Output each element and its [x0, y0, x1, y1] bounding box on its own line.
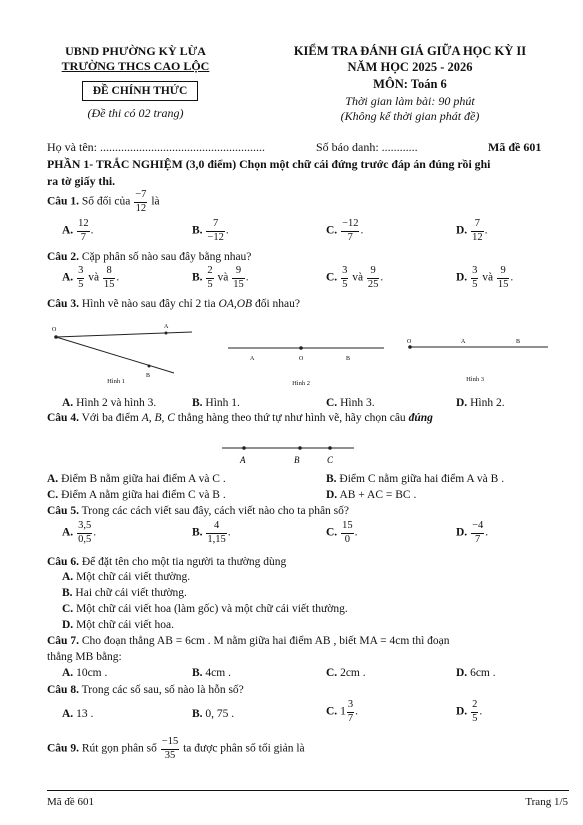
- q2-option-d[interactable]: D. $\frac{3}{5}$ và $\frac{9}{15}$ .: [456, 265, 514, 290]
- q2-option-c[interactable]: C. $\frac{3}{5}$ và $\frac{9}{25}$ .: [326, 265, 384, 290]
- school-authority: UBND PHƯỜNG KỲ LỪA: [65, 44, 206, 58]
- question-1: [47, 190, 160, 214]
- option-text: 10cm .: [76, 667, 108, 679]
- denominator: 5: [472, 278, 478, 290]
- numerator: 3: [77, 266, 84, 279]
- denominator: 5: [78, 278, 84, 290]
- question-text: Trong các số sau, số nào là hỗn số?: [81, 684, 244, 696]
- figure-2: [226, 338, 386, 368]
- q1-option-a[interactable]: A. $\frac{12}{7}$ .: [62, 218, 94, 243]
- denominator: 35: [164, 749, 176, 761]
- q8-option-a[interactable]: A. 13 .: [62, 708, 94, 720]
- q7-option-a[interactable]: A. 10cm .: [62, 667, 108, 679]
- figure-q4-line: [218, 438, 358, 468]
- and-word: và: [217, 271, 229, 284]
- and-word: và: [482, 271, 494, 284]
- figure-2-caption: Hình 2: [292, 380, 310, 387]
- question-8: [47, 684, 244, 696]
- q5-option-d[interactable]: D. $\frac{-4}{7}$ .: [456, 520, 489, 545]
- question-number: Câu 8.: [47, 684, 79, 696]
- svg-text:O: O: [407, 339, 412, 345]
- numerator: 3: [341, 266, 348, 279]
- svg-text:O: O: [52, 327, 57, 333]
- denominator: 7: [80, 231, 86, 243]
- exam-title: KIỂM TRA ĐÁNH GIÁ GIỮA HỌC KỲ II: [293, 44, 527, 58]
- duration: Thời gian làm bài: 90 phút: [345, 94, 475, 108]
- numerator: 7: [471, 219, 484, 232]
- q3-option-a[interactable]: A. Hình 2 và hình 3.: [62, 397, 157, 409]
- numerator: 4: [206, 521, 226, 534]
- svg-text:A: A: [164, 324, 169, 330]
- option-text: Hình 2 và hình 3.: [76, 397, 157, 409]
- denominator: 5: [342, 278, 348, 290]
- svg-text:C: C: [327, 455, 334, 465]
- option-text: Điểm A nằm giữa hai điểm C và B .: [61, 489, 226, 501]
- option-text: Một chữ cái viết thường.: [76, 571, 191, 583]
- denominator: 5: [207, 278, 213, 290]
- denominator: 0: [344, 533, 350, 545]
- numerator: −7: [134, 190, 147, 203]
- pages-note: (Đề thi có 02 trang): [87, 106, 184, 120]
- candidate-number-field: Số báo danh: ............: [316, 140, 418, 154]
- denominator: 7: [475, 533, 481, 545]
- numerator: 7: [206, 219, 224, 232]
- denominator: 15: [233, 278, 244, 290]
- denominator: 15: [103, 278, 115, 290]
- and-word: và: [88, 271, 100, 284]
- subject: MÔN: Toán 6: [373, 77, 447, 91]
- denominator: −12: [207, 231, 224, 243]
- numerator: −15: [161, 737, 179, 750]
- denominator: 7: [347, 712, 354, 724]
- q5-option-a[interactable]: A. $\frac{3,5}{0,5}$ .: [62, 520, 97, 545]
- question-3: [47, 298, 300, 310]
- numerator: 15: [341, 521, 354, 534]
- q6-option-c[interactable]: C. Một chữ cái viết hoa (làm gốc) và một chữ cái viết thường.: [62, 603, 348, 615]
- q4-option-a[interactable]: A. Điểm B nằm giữa hai điểm A và C .: [47, 473, 226, 485]
- fraction: [161, 737, 179, 761]
- question-number: Câu 9.: [47, 742, 79, 755]
- q5-option-b[interactable]: B. $\frac{4}{1,15}$ .: [192, 520, 231, 545]
- svg-text:B: B: [346, 356, 351, 362]
- denominator: 7: [347, 231, 353, 243]
- question-text: Cặp phân số nào sau đây bằng nhau?: [81, 251, 252, 263]
- question-4: [47, 412, 433, 424]
- question-text-end: đối nhau?: [254, 298, 300, 310]
- q8-option-b[interactable]: B. 0, 75 .: [192, 708, 235, 720]
- q1-option-d[interactable]: D. $\frac{7}{12}$ .: [456, 218, 488, 243]
- numerator: 8: [103, 266, 116, 279]
- option-text: Điểm C nằm giữa hai điểm A và B .: [339, 473, 505, 485]
- denominator: 1,15: [207, 533, 226, 545]
- question-number: Câu 2.: [47, 251, 79, 263]
- exam-code: Mã đề 601: [488, 140, 542, 154]
- option-text: 6cm .: [470, 667, 496, 679]
- denominator: 12: [135, 202, 147, 214]
- svg-text:B: B: [146, 373, 151, 378]
- emphasis-word: đúng: [408, 412, 433, 424]
- q3-option-c[interactable]: C. Hình 3.: [326, 397, 375, 409]
- question-number: Câu 6.: [47, 556, 79, 568]
- numerator: 3: [471, 266, 478, 279]
- svg-text:A: A: [240, 455, 246, 465]
- q1-option-b[interactable]: B. $\frac{7}{-12}$ .: [192, 218, 229, 243]
- duration-note: (Không kể thời gian phát đề): [340, 109, 480, 123]
- q6-option-d[interactable]: D. Một chữ cái viết hoa.: [62, 619, 174, 631]
- q5-option-c[interactable]: C. $\frac{15}{0}$ .: [326, 520, 358, 545]
- q1-option-c[interactable]: C. $\frac{-12}{7}$ .: [326, 218, 364, 243]
- question-text: Hình vẽ nào sau đây chỉ 2 tia: [81, 298, 216, 310]
- school-name: TRƯỜNG THCS CAO LỘC: [61, 59, 210, 73]
- official-exam-box: ĐỀ CHÍNH THỨC: [82, 81, 198, 101]
- question-text-2: thẳng hàng theo thứ tự như hình vẽ, hãy chọn câu: [177, 412, 406, 424]
- q7-option-c[interactable]: C. 2cm .: [326, 667, 366, 679]
- figure-1: [50, 318, 200, 378]
- denominator: 5: [472, 712, 478, 724]
- fraction: [134, 190, 147, 214]
- numerator: 9: [367, 266, 380, 279]
- footer-divider: [47, 790, 569, 791]
- numerator: 12: [77, 219, 90, 232]
- figure-1-caption: Hình 1: [107, 378, 125, 385]
- option-text: Hai chữ cái viết thường.: [75, 587, 187, 599]
- question-7: [47, 635, 450, 647]
- q7-option-d[interactable]: D. 6cm .: [456, 667, 496, 679]
- footer-page-number: Trang 1/5: [525, 796, 568, 808]
- part1-title: PHẦN 1- TRẮC NGHIỆM (3,0 điểm) Chọn một chữ cái đứng trước đáp án đúng rồi ghi: [47, 157, 491, 171]
- option-text: Hình 3.: [340, 397, 375, 409]
- point-names: A, B, C: [141, 412, 175, 424]
- question-2: [47, 251, 251, 263]
- and-word: và: [352, 271, 364, 284]
- denominator: 0,5: [78, 533, 92, 545]
- question-text-end: là: [151, 195, 160, 208]
- svg-text:O: O: [299, 356, 304, 362]
- numerator: 2: [206, 266, 213, 279]
- denominator: 12: [472, 231, 483, 243]
- question-number: Câu 3.: [47, 298, 79, 310]
- question-number: Câu 4.: [47, 412, 79, 424]
- svg-text:B: B: [516, 339, 521, 345]
- q6-option-a[interactable]: A. Một chữ cái viết thường.: [62, 571, 191, 583]
- option-text: 4cm .: [205, 667, 231, 679]
- question-text: Cho đoạn thẳng AB = 6cm . M nằm giữa hai điểm AB , biết MA = 4cm thì đoạn: [81, 635, 450, 647]
- numerator: −4: [471, 521, 484, 534]
- svg-text:A: A: [461, 339, 466, 345]
- question-number: Câu 1.: [47, 195, 79, 208]
- numerator: −12: [341, 219, 359, 232]
- svg-text:B: B: [294, 455, 300, 465]
- q7-option-b[interactable]: B. 4cm .: [192, 667, 231, 679]
- question-text: Trong các cách viết sau đây, cách viết nào cho ta phân số?: [81, 505, 350, 517]
- footer-exam-code: Mã đề 601: [47, 796, 95, 808]
- option-text: AB + AC = BC .: [339, 489, 417, 501]
- q6-option-b[interactable]: B. Hai chữ cái viết thường.: [62, 587, 187, 599]
- question-text-end: ta được phân số tối giản là: [183, 742, 305, 755]
- question-7-cont: thẳng MB bằng:: [47, 651, 122, 663]
- numerator: 3: [347, 700, 354, 713]
- question-number: Câu 7.: [47, 635, 79, 647]
- q3-option-b[interactable]: B. Hình 1.: [192, 397, 240, 409]
- numerator: 3,5: [77, 521, 92, 534]
- denominator: 15: [497, 278, 509, 290]
- option-text: Hình 2.: [470, 397, 505, 409]
- numerator: 9: [497, 266, 510, 279]
- option-text: 0, 75 .: [205, 708, 235, 720]
- question-text: Với ba điểm: [81, 412, 139, 424]
- question-6: [47, 556, 286, 568]
- svg-text:A: A: [250, 356, 255, 362]
- question-text: Để đặt tên cho một tia người ta thường dùng: [81, 556, 287, 568]
- q4-option-d[interactable]: D. AB + AC = BC .: [326, 489, 417, 501]
- q8-option-d[interactable]: D. $\frac{2}{5}$ .: [456, 699, 483, 724]
- option-text: Điểm B nằm giữa hai điểm A và C .: [61, 473, 226, 485]
- option-text: Một chữ cái viết hoa (làm gốc) và một chữ cái viết thường.: [76, 603, 348, 615]
- option-text: 2cm .: [340, 667, 366, 679]
- q4-option-b[interactable]: B. Điểm C nằm giữa hai điểm A và B .: [326, 473, 505, 485]
- q3-option-d[interactable]: D. Hình 2.: [456, 397, 505, 409]
- school-year: NĂM HỌC 2025 - 2026: [347, 60, 473, 74]
- numerator: 9: [232, 266, 245, 279]
- question-5: [47, 505, 349, 517]
- numerator: 2: [471, 700, 478, 713]
- student-name-field: Họ và tên: .......................................................: [47, 140, 265, 154]
- question-text: Rút gọn phân số: [81, 742, 157, 755]
- q4-option-c[interactable]: C. Điểm A nằm giữa hai điểm C và B .: [47, 489, 226, 501]
- question-9: [47, 737, 305, 761]
- q8-option-c[interactable]: C. 1 $\frac{3}{7}$ .: [326, 699, 358, 724]
- option-text: 13 .: [76, 708, 94, 720]
- q2-option-b[interactable]: B. $\frac{2}{5}$ và $\frac{9}{15}$ .: [192, 265, 249, 290]
- figure-3-caption: Hình 3: [466, 376, 484, 383]
- question-number: Câu 5.: [47, 505, 79, 517]
- part1-title-cont: ra tờ giấy thi.: [47, 174, 116, 188]
- denominator: 25: [367, 278, 379, 290]
- option-text: Một chữ cái viết hoa.: [76, 619, 174, 631]
- figure-3: [400, 330, 550, 360]
- whole-part: 1: [340, 705, 346, 718]
- question-text: Số đối của: [81, 195, 131, 208]
- option-text: Hình 1.: [205, 397, 240, 409]
- ray-names: OA,OB: [218, 298, 253, 310]
- q2-option-a[interactable]: A. $\frac{3}{5}$ và $\frac{8}{15}$ .: [62, 265, 120, 290]
